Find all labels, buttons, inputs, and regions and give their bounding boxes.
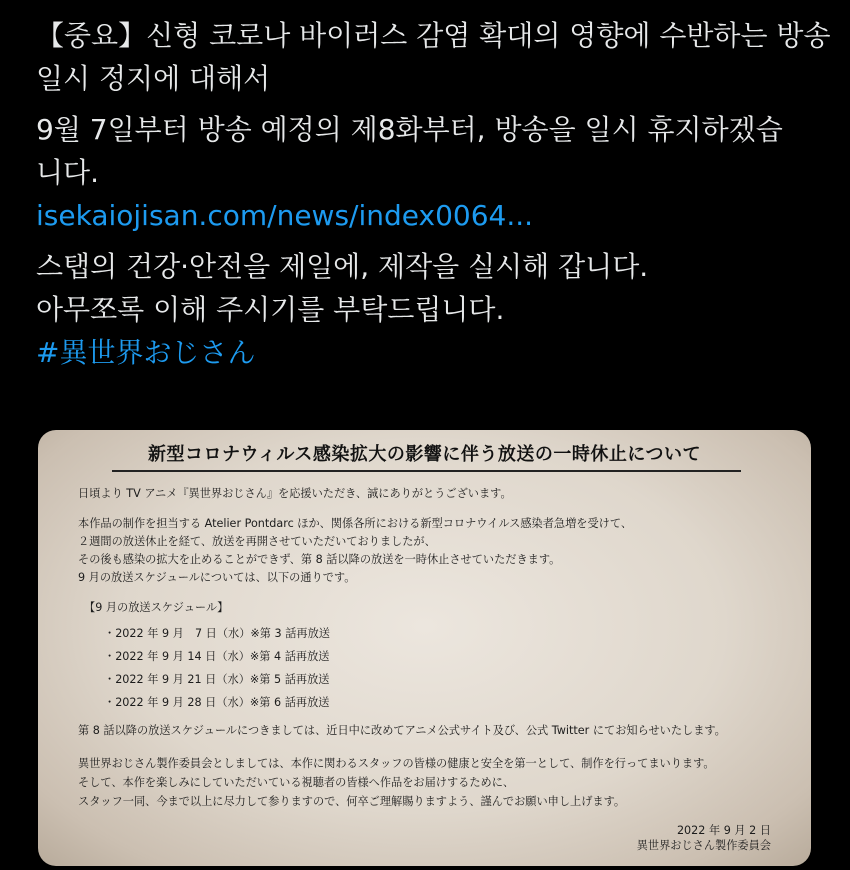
- tweet-body: [36, 108, 826, 237]
- notice-signature: 異世界おじさん製作委員会: [636, 839, 771, 852]
- tweet-link[interactable]: isekaiojisan.com/news/index0064...: [36, 199, 534, 232]
- notice-after-schedule: 第 8 話以降の放送スケジュールにつきましては、近日中に改めてアニメ公式サイト及び、公式 Twitter にてお知らせいたします。: [78, 724, 726, 737]
- tweet-title-line-1: 【중요】신형 코로나 바이러스 감염 확대의 영향에 수반하는 방송: [36, 19, 831, 52]
- schedule-heading: 【9 月の放送スケジュール】: [84, 601, 229, 614]
- schedule-item: ・2022 年 9 月 7 日（水）※第 3 話再放送: [104, 627, 330, 640]
- schedule-item: ・2022 年 9 月 14 日（水）※第 4 話再放送: [104, 650, 330, 663]
- notice-paragraph-2-line-2: そして、本作を楽しみにしていただいている視聴者の皆様へ作品をお届けするために、: [78, 776, 515, 789]
- tweet-closing: [36, 245, 826, 374]
- notice-paragraph-2-line-3: スタッフ一同、今まで以上に尽力して参りますので、何卒ご理解賜りますよう、謹んでお願い申し上げます。: [78, 795, 626, 808]
- notice-title-underline: [112, 470, 741, 472]
- notice-paragraph-2-line-1: 異世界おじさん製作委員会としましては、本作に関わるスタッフの皆様の健康と安全を第一として、制作を行ってまいります。: [78, 757, 715, 770]
- notice-paragraph-1-line-2: ２週間の放送休止を経て、放送を再開させていただいておりましたが、: [78, 535, 436, 548]
- notice-greeting: 日頃より TV アニメ『異世界おじさん』を応援いただき、誠にありがとうございます。: [78, 487, 512, 500]
- tweet-hashtag[interactable]: #異世界おじさん: [36, 336, 256, 369]
- tweet-body-line-2: 니다.: [36, 156, 99, 189]
- tweet-closing-line-1: 스탭의 건강·안전을 제일에, 제작을 실시해 갑니다.: [36, 250, 649, 283]
- notice-date: 2022 年 9 月 2 日: [676, 824, 771, 837]
- tweet-title: [36, 14, 831, 100]
- notice-paragraph-1-line-4: 9 月の放送スケジュールについては、以下の通りです。: [78, 571, 356, 584]
- tweet-closing-line-2: 아무쪼록 이해 주시기를 부탁드립니다.: [36, 293, 505, 326]
- notice-paragraph-1-line-1: 本作品の制作を担当する Atelier Pontdarc ほか、関係各所における新型コロナウイルス感染者急増を受けて、: [78, 517, 633, 530]
- notice-image[interactable]: [38, 430, 811, 866]
- notice-title: 新型コロナウィルス感染拡大の影響に伴う放送の一時休止について: [147, 444, 702, 465]
- schedule-item: ・2022 年 9 月 28 日（水）※第 6 話再放送: [104, 696, 330, 709]
- tweet-body-line-1: 9월 7일부터 방송 예정의 제8화부터, 방송을 일시 휴지하겠습: [36, 113, 783, 146]
- tweet-text: [36, 14, 831, 374]
- tweet-title-line-2: 일시 정지에 대해서: [36, 62, 271, 95]
- schedule-item: ・2022 年 9 月 21 日（水）※第 5 話再放送: [104, 673, 330, 686]
- notice-paragraph-1-line-3: その後も感染の拡大を止めることができず、第 8 話以降の放送を一時休止させていただきます。: [78, 553, 561, 566]
